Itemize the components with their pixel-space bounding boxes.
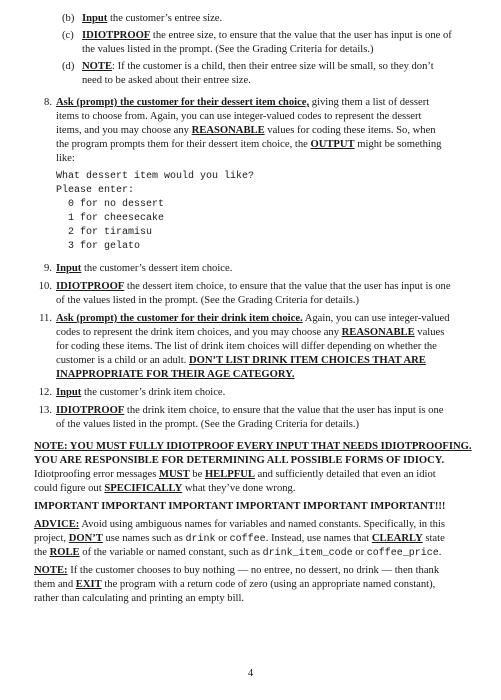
- text: the customer’s dessert item choice.: [81, 263, 233, 274]
- text: the: [34, 547, 50, 558]
- item10-line1: [56, 280, 451, 293]
- code-line: Please enter:: [56, 185, 135, 196]
- item11-line4: [56, 354, 426, 367]
- keyword: IDIOTPROOF: [82, 30, 151, 41]
- keyword: OUTPUT: [310, 139, 355, 150]
- subitem-d-line1: [82, 60, 434, 73]
- text: the drink item choice, to ensure that the value that the user has input is one: [124, 405, 444, 416]
- item-number: 11.: [39, 313, 52, 324]
- page-number: 4: [247, 668, 254, 679]
- code-line: 1 for cheesecake: [56, 213, 165, 224]
- text: codes to represent the drink item choices, and you may choose any: [56, 327, 342, 338]
- keyword: Input: [56, 387, 82, 398]
- text: values: [414, 327, 445, 338]
- item8-line1: [56, 96, 429, 109]
- keyword: Ask (prompt) the customer for their dessert item choice,: [56, 97, 310, 108]
- keyword: ADVICE:: [34, 519, 80, 530]
- text: Idiotproofing error messages: [34, 469, 160, 480]
- text: . Instead, use names that: [265, 533, 372, 544]
- text: might be something: [354, 139, 442, 150]
- keyword: Ask (prompt) the customer for their drink item choice.: [56, 313, 303, 324]
- keyword: NOTE:: [34, 565, 68, 576]
- text: use names such as: [102, 533, 186, 544]
- keyword: HELPFUL: [204, 469, 255, 480]
- item8-line5: like:: [56, 153, 75, 164]
- code-word: drink: [185, 534, 216, 545]
- item13-line1: [56, 404, 443, 417]
- advice-line2: [34, 532, 445, 546]
- code-line: 2 for tiramisu: [56, 227, 153, 238]
- exit-note-line1: [34, 564, 439, 577]
- item-number: 10.: [38, 281, 52, 292]
- item10-line2: of the values listed in the prompt. (See the Grading Criteria for details.): [56, 295, 360, 306]
- text: the program prompts them for their dessert item choice, the: [56, 139, 311, 150]
- text: or: [352, 547, 367, 558]
- keyword: EXIT: [75, 579, 102, 590]
- item8-line2: items to choose from. Again, you can use integer-valued codes to represent the dessert: [56, 111, 422, 122]
- keyword: DON’T: [68, 533, 103, 544]
- text: If the customer chooses to buy nothing — no entree, no dessert, no drink — then thank: [67, 565, 440, 576]
- text: them and: [34, 579, 76, 590]
- item9: [56, 262, 232, 275]
- code-word: drink_item_code: [262, 548, 353, 559]
- text: the customer’s drink item choice.: [81, 387, 226, 398]
- subitem-d-line2: need to be asked about their entree size.: [82, 75, 251, 86]
- keyword: NOTE: [82, 61, 113, 72]
- text: of the variable or named constant, such as: [79, 547, 263, 558]
- code-word: coffee_price: [366, 548, 439, 559]
- text: could figure out: [34, 483, 105, 494]
- text: and sufficiently detailed that even an idiot: [254, 469, 436, 480]
- item-number: 9.: [44, 263, 52, 274]
- exit-note-line3: rather than calculating and printing an empty bill.: [34, 593, 245, 604]
- text: values for coding these items. So, when: [264, 125, 436, 136]
- keyword: REASONABLE: [341, 327, 415, 338]
- keyword: REASONABLE: [191, 125, 265, 136]
- code-line: 3 for gelato: [56, 241, 141, 252]
- text: project,: [34, 533, 69, 544]
- item11-line1: [56, 312, 450, 325]
- keyword: Input: [56, 263, 82, 274]
- item11-line5: [56, 368, 295, 381]
- text: .: [438, 547, 442, 558]
- text: Avoid using ambiguous names for variables and named constants. Specifically, in this: [79, 519, 446, 530]
- item8-line3: [56, 124, 436, 137]
- advice-line1: [34, 518, 445, 531]
- code-line: What dessert item would you like?: [56, 171, 255, 182]
- advice-line3: [34, 546, 441, 560]
- text: the customer’s entree size.: [107, 13, 223, 24]
- text: customer is a child or an adult.: [56, 355, 189, 366]
- subitem-d-label: (d): [62, 61, 75, 72]
- item12: [56, 386, 225, 399]
- note-line4: [34, 482, 296, 495]
- item13-line2: of the values listed in the prompt. (See the Grading Criteria for details.): [56, 419, 360, 430]
- text: Again, you can use integer-valued: [302, 313, 450, 324]
- code-word: coffee: [229, 534, 266, 545]
- text: be: [189, 469, 205, 480]
- item11-line2: [56, 326, 444, 339]
- keyword: SPECIFICALLY: [104, 483, 183, 494]
- keyword: ROLE: [49, 547, 80, 558]
- subitem-c-label: (c): [62, 30, 74, 41]
- item11-line3: for coding these items. The list of drink item choices will differ depending on whether the: [56, 341, 437, 352]
- keyword: Input: [82, 13, 108, 24]
- item-number: 8.: [44, 97, 52, 108]
- text: giving them a list of dessert: [309, 97, 430, 108]
- keyword: CLEARLY: [371, 533, 423, 544]
- note-heading-line2: YOU ARE RESPONSIBLE FOR DETERMINING ALL POSSIBLE FORMS OF IDIOCY.: [34, 455, 445, 466]
- item-number: 13.: [38, 405, 52, 416]
- code-line: 0 for no dessert: [56, 199, 165, 210]
- text: : If the customer is a child, then their entree size will be small, so they don’t: [112, 61, 434, 72]
- text: or: [215, 533, 230, 544]
- keyword: IDIOTPROOF: [56, 405, 125, 416]
- item8-line4: [56, 138, 441, 151]
- keyword: INAPPROPRIATE FOR THEIR AGE CATEGORY.: [56, 369, 295, 380]
- subitem-b-label: (b): [62, 13, 75, 24]
- keyword: DON’T LIST DRINK ITEM CHOICES THAT ARE: [188, 355, 426, 366]
- subitem-c-line1: [82, 29, 452, 42]
- keyword: MUST: [159, 469, 190, 480]
- note-line3: [34, 468, 436, 481]
- important-line: IMPORTANT IMPORTANT IMPORTANT IMPORTANT IMPORTANT IMPORTANT!!!: [34, 501, 446, 512]
- text: the dessert item choice, to ensure that the value that the user has input is one: [124, 281, 451, 292]
- subitem-c-line2: the values listed in the prompt. (See the Grading Criteria for details.): [82, 44, 374, 55]
- keyword: IDIOTPROOF: [56, 281, 125, 292]
- text: the program with a return code of zero (using an appropriate named constant),: [101, 579, 436, 590]
- item-number: 12.: [38, 387, 52, 398]
- text: what they’ve done wrong.: [182, 483, 296, 494]
- text: the entree size, to ensure that the value that the user has input is one of: [150, 30, 452, 41]
- note-heading-line1: NOTE: YOU MUST FULLY IDIOTPROOF EVERY INPUT THAT NEEDS IDIOTPROOFING.: [34, 441, 472, 452]
- text: state: [422, 533, 445, 544]
- exit-note-line2: [34, 578, 435, 591]
- subitem-b: [82, 12, 222, 25]
- text: items, and you may choose any: [56, 125, 192, 136]
